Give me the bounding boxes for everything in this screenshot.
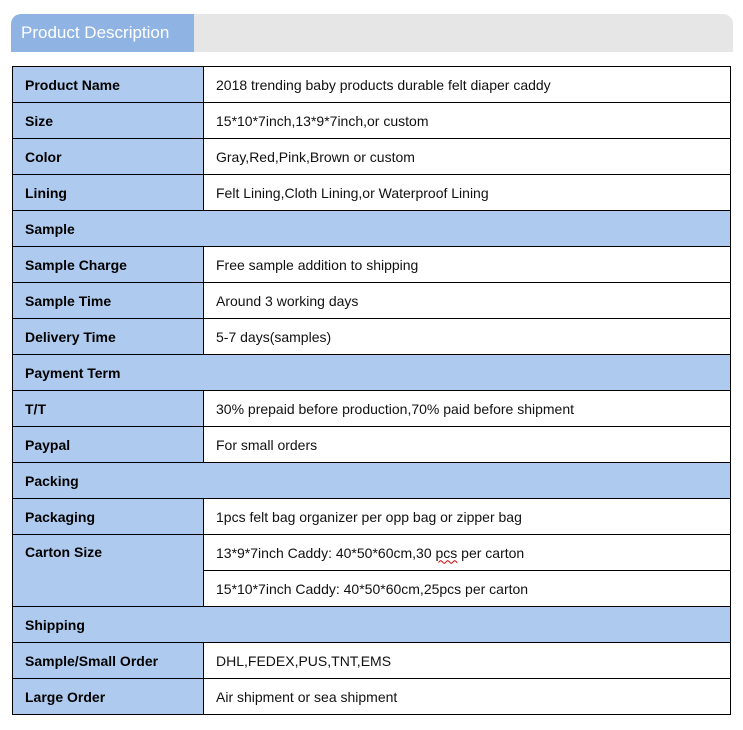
table-row bbox=[13, 319, 731, 355]
table-row bbox=[13, 67, 731, 103]
row-label: Lining bbox=[13, 175, 204, 211]
section-row bbox=[13, 463, 731, 499]
row-label: Sample/Small Order bbox=[13, 643, 204, 679]
row-value: Air shipment or sea shipment bbox=[204, 679, 731, 715]
table-row bbox=[13, 247, 731, 283]
row-label: Product Name bbox=[13, 67, 204, 103]
row-value: 30% prepaid before production,70% paid before shipment bbox=[204, 391, 731, 427]
row-label: Large Order bbox=[13, 679, 204, 715]
table-row bbox=[13, 103, 731, 139]
row-label: Size bbox=[13, 103, 204, 139]
section-heading: Sample bbox=[13, 211, 731, 247]
section-heading: Packing bbox=[13, 463, 731, 499]
section-row bbox=[13, 355, 731, 391]
spellcheck-mark: pcs bbox=[435, 544, 458, 561]
table-row bbox=[13, 427, 731, 463]
table-row bbox=[13, 175, 731, 211]
section-row bbox=[13, 211, 731, 247]
section-row bbox=[13, 607, 731, 643]
section-heading: Shipping bbox=[13, 607, 731, 643]
table-row bbox=[13, 535, 731, 571]
row-value bbox=[204, 535, 731, 571]
row-value: Gray,Red,Pink,Brown or custom bbox=[204, 139, 731, 175]
row-label: Packaging bbox=[13, 499, 204, 535]
row-value: Free sample addition to shipping bbox=[204, 247, 731, 283]
table-row bbox=[13, 283, 731, 319]
value-text: 13*9*7inch Caddy: 40*50*60cm,30 bbox=[216, 544, 436, 561]
row-label: Sample Charge bbox=[13, 247, 204, 283]
row-label: Paypal bbox=[13, 427, 204, 463]
row-value: 15*10*7inch Caddy: 40*50*60cm,25pcs per carton bbox=[204, 571, 731, 607]
table-row bbox=[13, 643, 731, 679]
row-value: For small orders bbox=[204, 427, 731, 463]
table-row bbox=[13, 679, 731, 715]
table-row bbox=[13, 391, 731, 427]
row-label: Carton Size bbox=[13, 535, 204, 607]
row-value: 2018 trending baby products durable felt diaper caddy bbox=[204, 67, 731, 103]
row-value: 5-7 days(samples) bbox=[204, 319, 731, 355]
table-row bbox=[13, 139, 731, 175]
page-title: Product Description bbox=[11, 14, 194, 52]
row-value: 15*10*7inch,13*9*7inch,or custom bbox=[204, 103, 731, 139]
row-value: 1pcs felt bag organizer per opp bag or zipper bag bbox=[204, 499, 731, 535]
row-label: Delivery Time bbox=[13, 319, 204, 355]
product-spec-table bbox=[12, 66, 731, 715]
row-label: T/T bbox=[13, 391, 204, 427]
section-heading: Payment Term bbox=[13, 355, 731, 391]
table-row bbox=[13, 499, 731, 535]
row-value: Felt Lining,Cloth Lining,or Waterproof Lining bbox=[204, 175, 731, 211]
row-label: Color bbox=[13, 139, 204, 175]
value-text: per carton bbox=[457, 544, 525, 561]
row-value: Around 3 working days bbox=[204, 283, 731, 319]
row-label: Sample Time bbox=[13, 283, 204, 319]
row-value: DHL,FEDEX,PUS,TNT,EMS bbox=[204, 643, 731, 679]
